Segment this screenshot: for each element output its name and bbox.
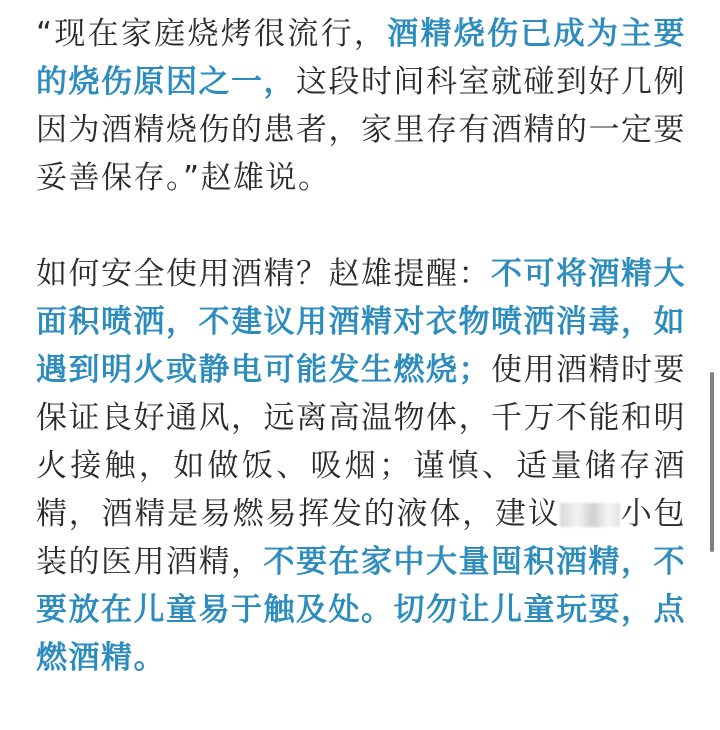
paragraph-1 [36, 10, 686, 202]
blurred-redaction [560, 503, 620, 527]
paragraph-2-highlight-1: 不可将酒精大面积喷洒，不建议用酒精对衣物喷洒消毒，如遇到明火或静电可能发生燃烧； [36, 256, 686, 388]
paragraph-2 [36, 250, 686, 682]
paragraph-2-highlight-2: 不要在家中大量囤积酒精，不要放在儿童易于触及处。切勿让儿童玩耍，点燃酒精。 [36, 544, 686, 676]
article-body [36, 10, 686, 730]
paragraph-2-text-2: 使用酒精时要保证良好通风，远离高温物体，千万不能和明火接触，如做饭、吸烟；谨慎、适量储存酒精，酒精是易燃易挥发的液体，建议 [36, 352, 686, 532]
paragraph-2-text-1: 如何安全使用酒精？赵雄提醒： [36, 256, 491, 292]
paragraph-1-text-1: “现在家庭烧烤很流行， [36, 16, 388, 52]
paragraph-1-highlight-1: 酒精烧伤已成为主要的烧伤原因之一， [36, 16, 687, 100]
paragraph-2-text-3: 小包装的医用酒精， [36, 496, 687, 580]
paragraph-1-text-2: 这段时间科室就碰到好几例因为酒精烧伤的患者，家里存有酒精的一定要妥善保存。”赵雄说。 [36, 64, 686, 196]
vertical-scrollbar[interactable] [710, 372, 714, 552]
